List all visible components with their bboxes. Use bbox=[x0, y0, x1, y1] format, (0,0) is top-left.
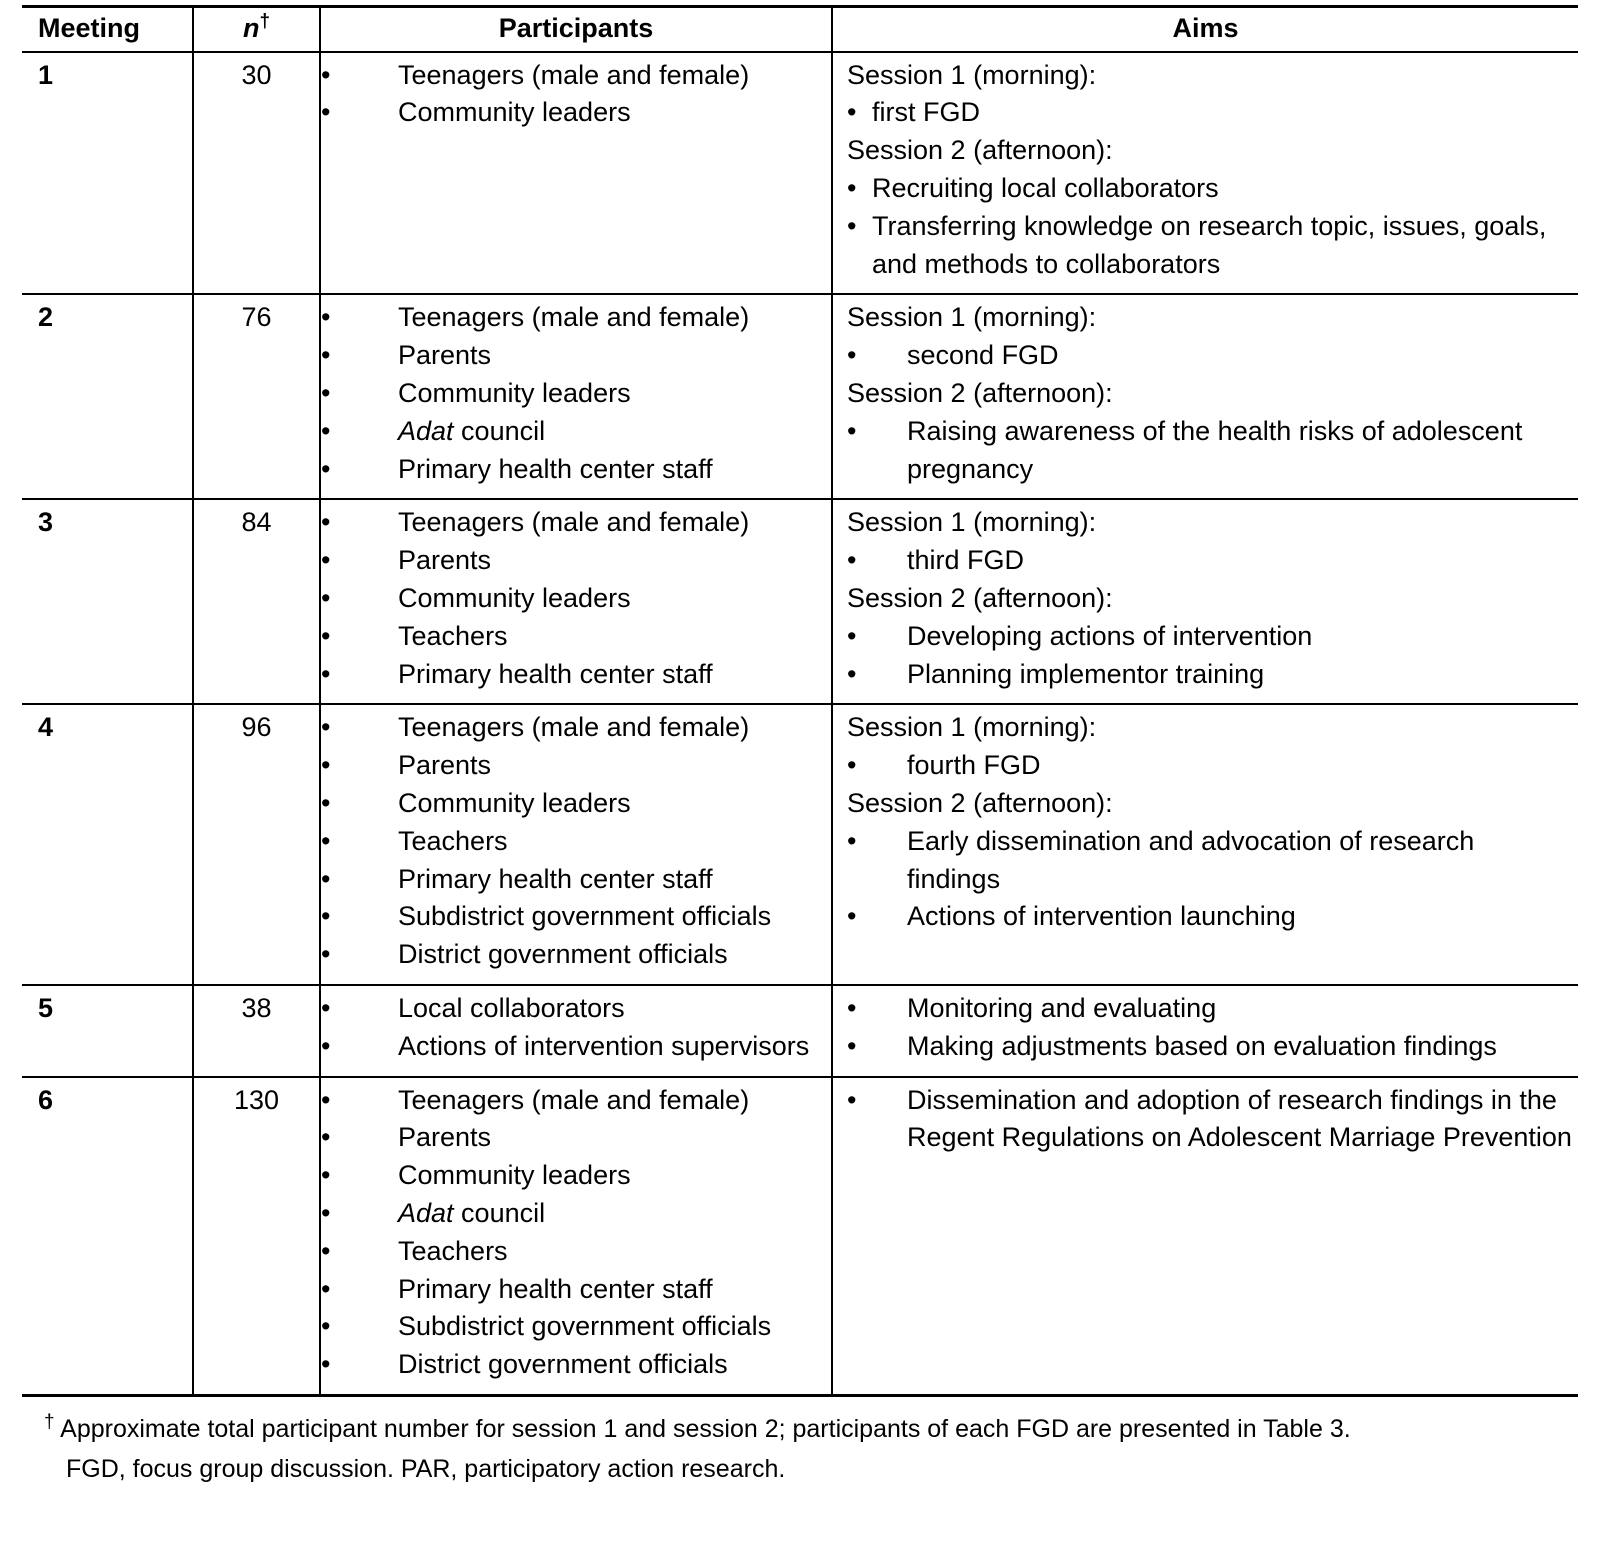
list-item-label: Community leaders bbox=[398, 583, 631, 614]
bullet-list bbox=[321, 709, 831, 974]
cell-aims bbox=[832, 985, 1578, 1077]
list-item bbox=[321, 1233, 831, 1271]
session-1-label: Session 1 (morning): bbox=[847, 712, 1097, 743]
list-item bbox=[321, 1119, 831, 1157]
bullet-icon: • bbox=[321, 939, 331, 970]
cell-participant-count: 38 bbox=[193, 985, 320, 1077]
bullet-icon: • bbox=[847, 97, 857, 128]
list-item bbox=[847, 898, 1572, 936]
list-item bbox=[321, 861, 831, 899]
list-item-label: Teachers bbox=[398, 620, 508, 651]
cell-participants bbox=[320, 985, 832, 1077]
list-item-label: Community leaders bbox=[398, 378, 631, 409]
session-2-label: Session 2 (afternoon): bbox=[847, 378, 1113, 409]
list-item bbox=[321, 413, 831, 451]
bullet-icon: • bbox=[321, 97, 331, 128]
footnote-line-2 bbox=[44, 1449, 1574, 1490]
bullet-icon: • bbox=[321, 620, 331, 651]
bullet-list bbox=[321, 299, 831, 488]
list-item bbox=[321, 299, 831, 337]
cell-aims bbox=[832, 294, 1578, 499]
list-item bbox=[321, 709, 831, 747]
list-item bbox=[321, 1082, 831, 1120]
list-item bbox=[847, 413, 1572, 489]
list-item-label: Parents bbox=[398, 1122, 492, 1153]
session-2-label: Session 2 (afternoon): bbox=[847, 135, 1113, 166]
list-item-label: Teenagers (male and female) bbox=[398, 507, 750, 538]
bullet-icon: • bbox=[847, 901, 857, 932]
list-item-label: Community leaders bbox=[398, 788, 631, 819]
cell-participants bbox=[320, 1077, 832, 1396]
cell-meeting: 1 bbox=[22, 52, 193, 295]
list-item-label: Dissemination and adoption of research findings in the Regent Regulations on Adolescent Marriage Prevention bbox=[907, 1084, 1572, 1153]
list-item bbox=[321, 936, 831, 974]
list-item-label: Transferring knowledge on research topic, issues, goals, and methods to collaborators bbox=[872, 210, 1547, 279]
bullet-icon: • bbox=[321, 1084, 331, 1115]
session-1-label: Session 1 (morning): bbox=[847, 302, 1097, 333]
cell-participant-count: 84 bbox=[193, 499, 320, 704]
list-item bbox=[847, 170, 1572, 208]
table-row bbox=[22, 985, 1578, 1077]
list-item bbox=[321, 57, 831, 95]
list-item-label: first FGD bbox=[872, 97, 980, 128]
list-item-label: Subdistrict government officials bbox=[398, 901, 772, 932]
header-row bbox=[22, 7, 1578, 52]
cell-meeting: 3 bbox=[22, 499, 193, 704]
list-item-label: Raising awareness of the health risks of adolescent pregnancy bbox=[907, 415, 1523, 484]
session-2-label: Session 2 (afternoon): bbox=[847, 788, 1113, 819]
cell-meeting: 5 bbox=[22, 985, 193, 1077]
session-1-label: Session 1 (morning): bbox=[847, 507, 1097, 538]
list-item bbox=[321, 990, 831, 1028]
list-item-label: Actions of intervention supervisors bbox=[398, 1030, 810, 1061]
bullet-list bbox=[847, 618, 1572, 694]
bullet-icon: • bbox=[847, 545, 857, 576]
bullet-icon: • bbox=[847, 1084, 857, 1115]
list-item bbox=[321, 1308, 831, 1346]
bullet-icon: • bbox=[321, 658, 331, 689]
list-item-label: Monitoring and evaluating bbox=[907, 993, 1217, 1024]
cell-meeting: 6 bbox=[22, 1077, 193, 1396]
bullet-icon: • bbox=[847, 750, 857, 781]
list-item-label: Community leaders bbox=[398, 1160, 631, 1191]
par-meetings-table bbox=[22, 5, 1578, 1397]
bullet-list bbox=[847, 823, 1572, 936]
list-item bbox=[847, 990, 1572, 1028]
bullet-icon: • bbox=[321, 1311, 331, 1342]
table-footnote bbox=[22, 1397, 1578, 1490]
bullet-list bbox=[847, 747, 1572, 785]
list-item-label: Early dissemination and advocation of research findings bbox=[907, 825, 1475, 894]
bullet-icon: • bbox=[321, 993, 331, 1024]
list-item-label: Subdistrict government officials bbox=[398, 1311, 772, 1342]
list-item-label: Parents bbox=[398, 545, 492, 576]
list-item bbox=[321, 1028, 831, 1066]
bullet-list bbox=[321, 57, 831, 133]
bullet-icon: • bbox=[847, 415, 857, 446]
list-item-label: fourth FGD bbox=[907, 750, 1041, 781]
session-2-label: Session 2 (afternoon): bbox=[847, 583, 1113, 614]
bullet-icon: • bbox=[321, 863, 331, 894]
list-item-label: Community leaders bbox=[398, 97, 631, 128]
list-item bbox=[321, 898, 831, 936]
bullet-icon: • bbox=[847, 340, 857, 371]
footnote-dagger-icon: † bbox=[44, 1411, 55, 1433]
bullet-icon: • bbox=[321, 583, 331, 614]
list-item-label: Planning implementor training bbox=[907, 658, 1265, 689]
bullet-list bbox=[847, 170, 1572, 283]
list-item-label: Teachers bbox=[398, 1235, 508, 1266]
list-item-label: Primary health center staff bbox=[398, 658, 713, 689]
bullet-list bbox=[321, 990, 831, 1066]
table-body bbox=[22, 52, 1578, 1396]
dagger-footnote-marker: † bbox=[259, 11, 271, 32]
list-item bbox=[321, 94, 831, 132]
cell-aims bbox=[832, 499, 1578, 704]
bullet-icon: • bbox=[321, 59, 331, 90]
bullet-list bbox=[847, 542, 1572, 580]
bullet-list bbox=[321, 1082, 831, 1384]
table-row bbox=[22, 499, 1578, 704]
list-item-label: Parents bbox=[398, 340, 492, 371]
cell-aims bbox=[832, 704, 1578, 985]
list-item-label: Teenagers (male and female) bbox=[398, 302, 750, 333]
list-item bbox=[847, 542, 1572, 580]
list-item bbox=[321, 1157, 831, 1195]
table-row bbox=[22, 704, 1578, 985]
bullet-list bbox=[321, 504, 831, 693]
list-item-label: Primary health center staff bbox=[398, 453, 713, 484]
bullet-icon: • bbox=[321, 825, 331, 856]
column-header-aims: Aims bbox=[832, 7, 1578, 52]
column-header-participants: Participants bbox=[320, 7, 832, 52]
list-item bbox=[321, 656, 831, 694]
bullet-list bbox=[847, 94, 1572, 132]
list-item bbox=[847, 208, 1572, 284]
list-item bbox=[847, 823, 1572, 899]
cell-participants bbox=[320, 52, 832, 295]
footnote-text-2: FGD, focus group discussion. PAR, participatory action research. bbox=[66, 1455, 786, 1484]
bullet-list bbox=[847, 337, 1572, 375]
list-item bbox=[321, 1195, 831, 1233]
bullet-icon: • bbox=[321, 1122, 331, 1153]
footnote-text-1: Approximate total participant number for session 1 and session 2; participants of each FGD are presented in Table 3. bbox=[60, 1414, 1351, 1443]
list-item-label: Teenagers (male and female) bbox=[398, 712, 750, 743]
list-item-label: Local collaborators bbox=[398, 993, 625, 1024]
list-item bbox=[847, 656, 1572, 694]
list-item-label: Actions of intervention launching bbox=[907, 901, 1296, 932]
list-item-label: Adat council bbox=[398, 1198, 546, 1228]
bullet-list bbox=[847, 1082, 1572, 1158]
cell-participant-count: 130 bbox=[193, 1077, 320, 1396]
bullet-icon: • bbox=[847, 825, 857, 856]
bullet-icon: • bbox=[321, 1030, 331, 1061]
bullet-icon: • bbox=[321, 415, 331, 446]
list-item-label: Teachers bbox=[398, 825, 508, 856]
list-item-label: third FGD bbox=[907, 545, 1025, 576]
list-item bbox=[321, 375, 831, 413]
table-sheet bbox=[0, 5, 1600, 1561]
italic-term: Adat bbox=[398, 415, 454, 446]
table-row bbox=[22, 1077, 1578, 1396]
list-item bbox=[321, 1271, 831, 1309]
footnote-line-1 bbox=[44, 1409, 1574, 1450]
bullet-icon: • bbox=[321, 750, 331, 781]
bullet-icon: • bbox=[321, 378, 331, 409]
list-item bbox=[321, 785, 831, 823]
list-item bbox=[321, 823, 831, 861]
bullet-list bbox=[847, 413, 1572, 489]
bullet-icon: • bbox=[321, 1349, 331, 1380]
list-item bbox=[321, 337, 831, 375]
list-item-label: second FGD bbox=[907, 340, 1059, 371]
bullet-icon: • bbox=[847, 210, 857, 241]
list-item bbox=[321, 504, 831, 542]
list-item bbox=[847, 94, 1572, 132]
list-item-label: Recruiting local collaborators bbox=[872, 173, 1219, 204]
list-item-label: Primary health center staff bbox=[398, 863, 713, 894]
table-row bbox=[22, 52, 1578, 295]
list-item bbox=[321, 451, 831, 489]
list-item-label: Adat council bbox=[398, 415, 546, 446]
bullet-icon: • bbox=[321, 1273, 331, 1304]
list-item bbox=[321, 618, 831, 656]
cell-participant-count: 96 bbox=[193, 704, 320, 985]
list-item-label: District government officials bbox=[398, 1349, 728, 1380]
bullet-icon: • bbox=[321, 901, 331, 932]
list-item-label: Teenagers (male and female) bbox=[398, 1084, 750, 1115]
table-row bbox=[22, 294, 1578, 499]
table-header bbox=[22, 7, 1578, 52]
list-item bbox=[847, 1028, 1572, 1066]
list-item-label: District government officials bbox=[398, 939, 728, 970]
cell-meeting: 4 bbox=[22, 704, 193, 985]
bullet-icon: • bbox=[847, 620, 857, 651]
list-item bbox=[847, 337, 1572, 375]
bullet-icon: • bbox=[321, 1235, 331, 1266]
cell-meeting: 2 bbox=[22, 294, 193, 499]
list-item bbox=[847, 618, 1572, 656]
bullet-icon: • bbox=[321, 340, 331, 371]
italic-term: Adat bbox=[398, 1198, 454, 1228]
bullet-icon: • bbox=[847, 993, 857, 1024]
bullet-icon: • bbox=[321, 1160, 331, 1191]
list-item-label: Teenagers (male and female) bbox=[398, 59, 750, 90]
bullet-icon: • bbox=[321, 453, 331, 484]
column-header-n-symbol: n bbox=[242, 13, 260, 43]
bullet-icon: • bbox=[321, 507, 331, 538]
bullet-icon: • bbox=[321, 712, 331, 743]
column-header-n bbox=[193, 7, 320, 52]
bullet-icon: • bbox=[321, 302, 331, 333]
cell-participant-count: 30 bbox=[193, 52, 320, 295]
bullet-icon: • bbox=[847, 658, 857, 689]
column-header-meeting: Meeting bbox=[22, 7, 193, 52]
list-item-label: Primary health center staff bbox=[398, 1273, 713, 1304]
list-item bbox=[321, 747, 831, 785]
list-item bbox=[321, 580, 831, 618]
list-item-label: Making adjustments based on evaluation findings bbox=[907, 1030, 1497, 1061]
cell-participants bbox=[320, 499, 832, 704]
cell-participants bbox=[320, 294, 832, 499]
cell-participants bbox=[320, 704, 832, 985]
list-item bbox=[321, 542, 831, 580]
list-item-label: Developing actions of intervention bbox=[907, 620, 1313, 651]
bullet-icon: • bbox=[847, 1030, 857, 1061]
bullet-icon: • bbox=[321, 1198, 331, 1228]
bullet-list bbox=[847, 990, 1572, 1066]
cell-aims bbox=[832, 1077, 1578, 1396]
list-item-label: Parents bbox=[398, 750, 492, 781]
list-item bbox=[321, 1346, 831, 1384]
list-item bbox=[847, 747, 1572, 785]
list-item bbox=[847, 1082, 1572, 1158]
cell-participant-count: 76 bbox=[193, 294, 320, 499]
session-1-label: Session 1 (morning): bbox=[847, 59, 1097, 90]
cell-aims bbox=[832, 52, 1578, 295]
bullet-icon: • bbox=[847, 173, 857, 204]
bullet-icon: • bbox=[321, 545, 331, 576]
bullet-icon: • bbox=[321, 788, 331, 819]
